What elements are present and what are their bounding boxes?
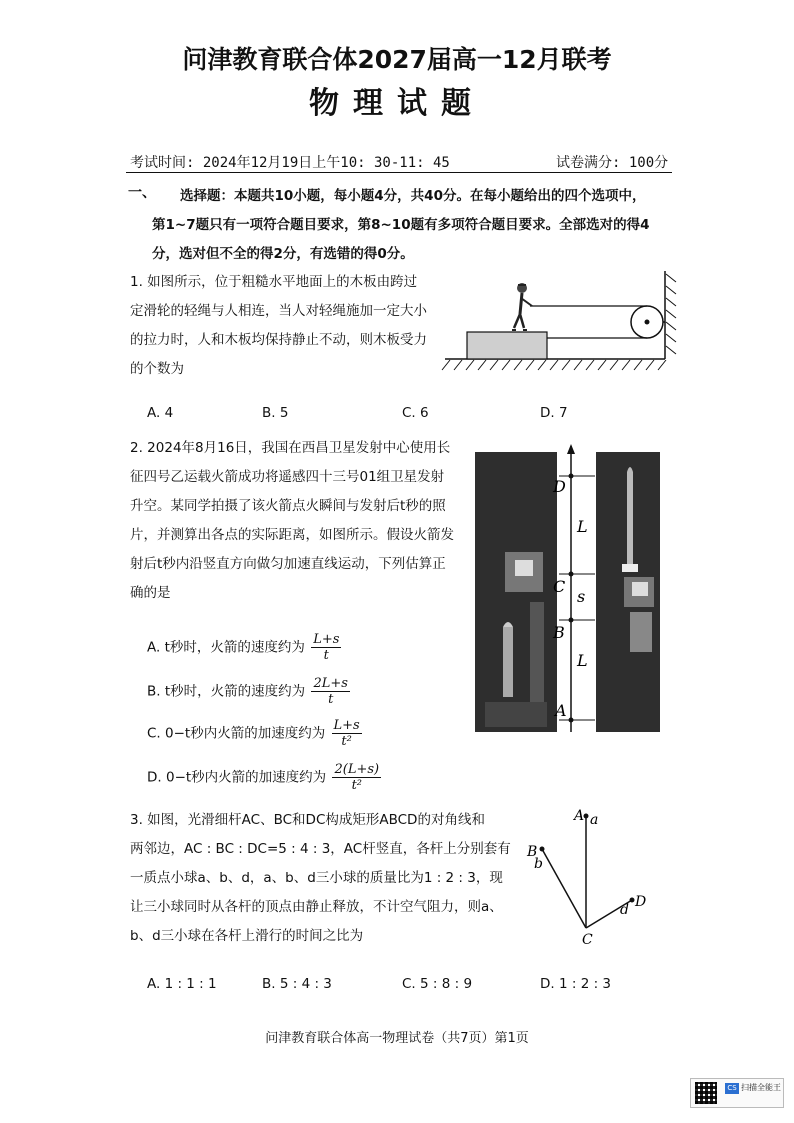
label-b: b	[534, 856, 543, 872]
scanner-name: 扫描全能王	[741, 1083, 781, 1092]
q3-line: 一质点小球a、b、d，a、b、d三小球的质量比为1 : 2 : 3，现	[130, 870, 503, 886]
label-d: d	[620, 902, 629, 918]
exam-title: 问津教育联合体2027届高一12月联考	[182, 45, 612, 74]
instructions-line-2: 第1~7题只有一项符合题目要求，第8~10题有多项符合题目要求。全部选对的得4	[152, 217, 650, 233]
scanner-badge: CS	[725, 1083, 739, 1094]
label-a: a	[590, 812, 599, 828]
q2-option-c[interactable]: C. 0−t秒内火箭的加速度约为 $\frac{L+s}{\text{t²}}$	[147, 718, 360, 749]
label-C: C	[553, 577, 566, 596]
q2-option-b[interactable]: B. t秒时，火箭的速度约为 $\frac{2L+s}{t}$	[147, 676, 348, 707]
q1-figure-pulley	[440, 266, 690, 376]
label-A: A	[574, 808, 585, 824]
scanner-watermark	[690, 1078, 784, 1108]
q2-option-a[interactable]: A. t秒时，火箭的速度约为 $\frac{L+s}{t}$	[147, 632, 340, 663]
label-L-lower: L	[577, 651, 588, 670]
q2-option-d[interactable]: D. 0−t秒内火箭的加速度约为 $\frac{2(L+s)}{\text{t²}}$	[147, 762, 380, 793]
q3-line: 3. 如图，光滑细杆AC、BC和DC构成矩形ABCD的对角线和	[130, 812, 485, 828]
q1-line: 1. 如图所示，位于粗糙水平地面上的木板由跨过	[130, 274, 418, 290]
label-D: D	[635, 894, 647, 910]
label-s: s	[577, 587, 586, 606]
q3-option-b[interactable]: B. 5 : 4 : 3	[262, 976, 332, 992]
qr-code-icon	[695, 1082, 717, 1104]
q1-option-b[interactable]: B. 5	[262, 405, 289, 421]
fraction: $\frac{L+s}{\text{t²}}$	[333, 718, 360, 749]
q2-line: 征四号乙运载火箭成功将遥感四十三号01组卫星发射	[130, 469, 445, 485]
q1-option-c[interactable]: C. 6	[402, 405, 429, 421]
q3-option-c[interactable]: C. 5 : 8 : 9	[402, 976, 473, 992]
label-D: D	[553, 477, 566, 496]
label-B: B	[553, 623, 565, 642]
q3-line: 两邻边，AC : BC : DC=5 : 4 : 3，AC杆竖直，各杆上分别套有	[130, 841, 511, 857]
header-divider	[126, 172, 672, 173]
exam-time: 考试时间: 2024年12月19日上午10: 30-11: 45	[130, 155, 450, 171]
label-B: B	[527, 844, 538, 860]
section-instructions	[152, 182, 680, 269]
q2-distance-scale	[545, 444, 605, 734]
label-C: C	[582, 932, 593, 948]
fraction: $\frac{L+s}{t}$	[313, 632, 340, 663]
q2-line: 升空。某同学拍摄了该火箭点火瞬间与发射后t秒的照	[130, 498, 446, 514]
q2-stem	[130, 434, 454, 608]
q1-line: 定滑轮的轻绳与人相连，当人对轻绳施加一定大小	[130, 303, 427, 319]
q3-figure-rods	[522, 804, 657, 954]
q3-line: 让三小球同时从各杆的顶点由静止释放，不计空气阻力，则a、	[130, 899, 503, 915]
label-L-upper: L	[577, 517, 588, 536]
q3-option-d[interactable]: D. 1 : 2 : 3	[540, 976, 612, 992]
rocket-photo-after-t	[596, 452, 660, 732]
subject-title: 物理试题	[309, 86, 485, 121]
q2-line: 2. 2024年8月16日，我国在西昌卫星发射中心使用长	[130, 440, 451, 456]
label-A: A	[555, 701, 567, 720]
instructions-line-3: 分，选对但不全的得2分，有选错的得0分。	[152, 246, 414, 262]
section-number: 一、	[128, 185, 156, 201]
q1-stem	[130, 268, 427, 384]
q1-line: 的个数为	[130, 361, 184, 377]
page-footer: 问津教育联合体高一物理试卷（共7页）第1页	[265, 1031, 529, 1046]
q3-line: b、d三小球在各杆上滑行的时间之比为	[130, 928, 364, 944]
q1-line: 的拉力时，人和木板均保持静止不动，则木板受力	[130, 332, 427, 348]
q3-stem	[130, 806, 511, 951]
q2-line: 确的是	[130, 585, 171, 601]
q1-option-a[interactable]: A. 4	[147, 405, 174, 421]
q2-line: 射后t秒内沿竖直方向做匀加速直线运动，下列估算正	[130, 556, 446, 572]
fraction: $\frac{2(L+s)}{\text{t²}}$	[334, 762, 380, 793]
instructions-line-1: 选择题：本题共10小题，每小题4分，共40分。在每小题给出的四个选项中，	[180, 188, 646, 204]
q2-line: 片，并测算出各点的实际距离，如图所示。假设火箭发	[130, 527, 454, 543]
q1-option-d[interactable]: D. 7	[540, 405, 568, 421]
q3-option-a[interactable]: A. 1 : 1 : 1	[147, 976, 217, 992]
full-score: 试卷满分: 100分	[556, 155, 669, 171]
fraction: $\frac{2L+s}{t}$	[313, 676, 348, 707]
